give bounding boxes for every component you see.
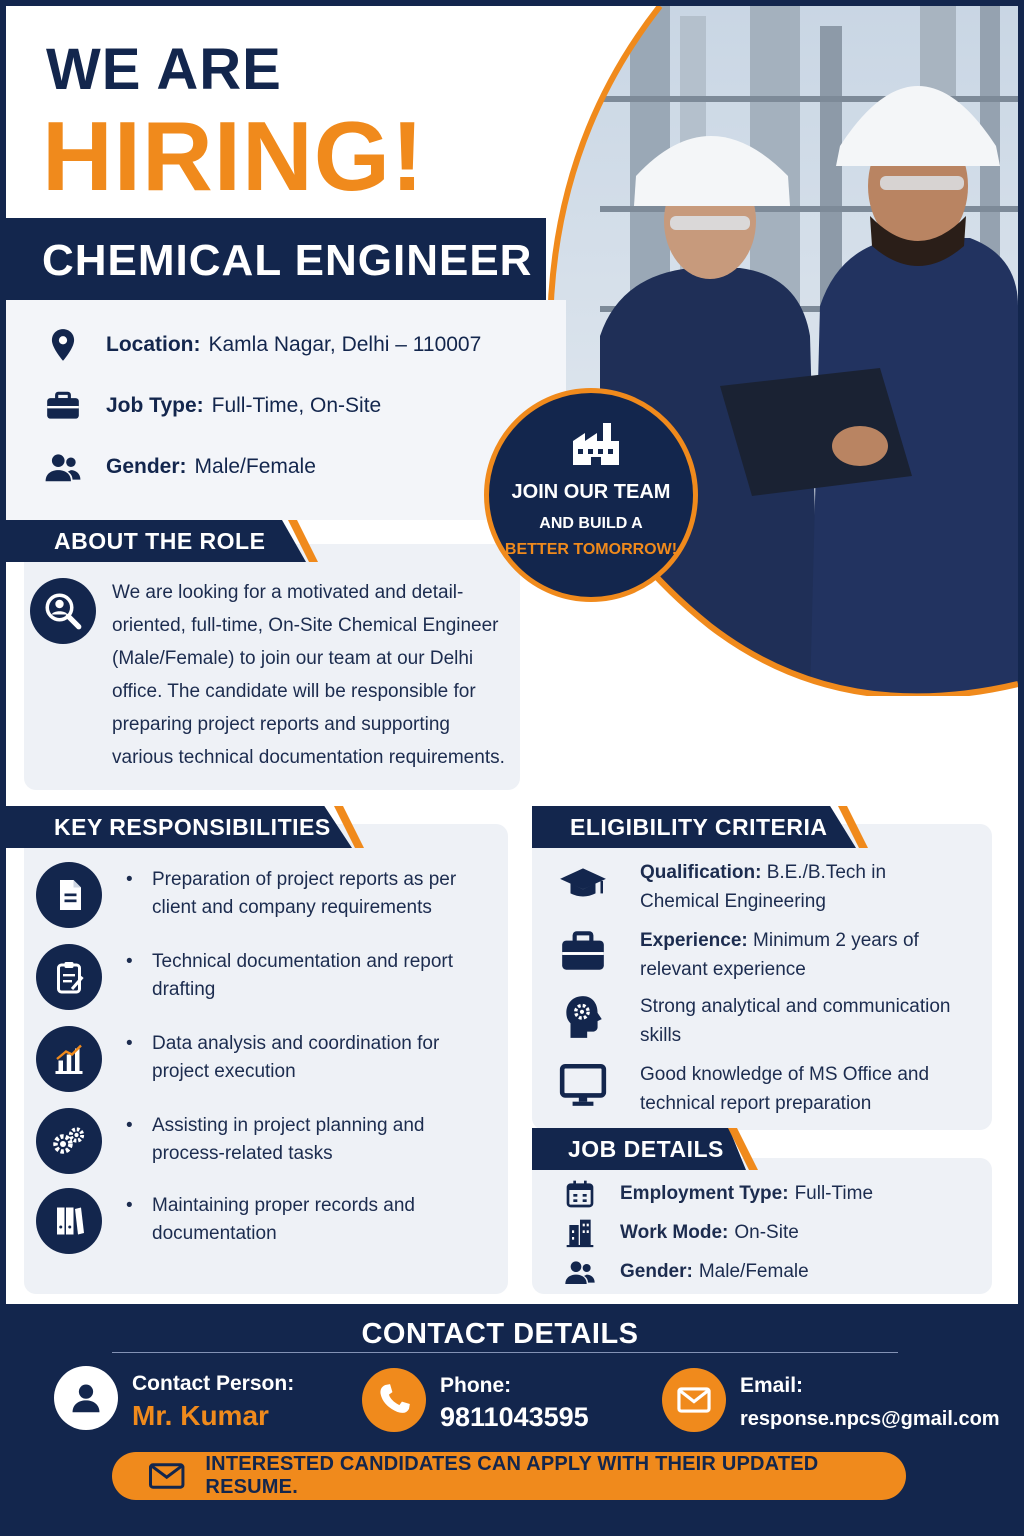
email-icon — [662, 1368, 726, 1432]
phone-icon — [362, 1368, 426, 1432]
gender-row — [44, 448, 316, 486]
join-team-badge — [484, 388, 698, 602]
gender-label: Gender: — [106, 455, 187, 478]
jd-gender-label: Gender: — [620, 1261, 693, 1282]
responsibility-item — [36, 944, 472, 1010]
eligibility-item — [558, 858, 960, 916]
clipboard-icon — [36, 944, 102, 1010]
responsibilities-title: KEY RESPONSIBILITIES — [54, 813, 331, 840]
briefcase-icon — [558, 926, 608, 976]
contact-person-value: Mr. Kumar — [132, 1400, 269, 1431]
document-icon — [36, 862, 102, 928]
about-header — [6, 520, 306, 562]
person-icon — [54, 1366, 118, 1430]
about-text: We are looking for a motivated and detail-oriented, full-time, On-Site Chemical Engineer (Male/Female) to join our team at our Delhi office. The candidate will be responsible for preparing project reports and supporting various technical documentation requirements. — [112, 582, 505, 768]
responsibility-item — [36, 862, 472, 928]
work-mode-value: On-Site — [734, 1222, 799, 1243]
employment-type-label: Employment Type: — [620, 1183, 789, 1204]
graduation-cap-icon — [558, 858, 608, 908]
phone-value[interactable]: 9811043595 — [440, 1402, 589, 1432]
job-type-row — [44, 387, 381, 425]
location-row — [44, 326, 481, 364]
responsibilities-header — [6, 806, 352, 848]
badge-line-2: AND BUILD A — [539, 515, 643, 532]
responsibility-text: • Technical documentation and report drafting — [152, 948, 472, 1004]
responsibility-item — [36, 1108, 472, 1174]
eligibility-item — [558, 926, 960, 984]
job-details-header — [532, 1128, 746, 1170]
location-label: Location: — [106, 333, 201, 356]
responsibility-text: • Assisting in project planning and process-related tasks — [152, 1112, 472, 1168]
job-type-label: Job Type: — [106, 394, 204, 417]
eligibility-item — [558, 1060, 960, 1118]
building-icon — [564, 1217, 596, 1249]
apply-text: INTERESTED CANDIDATES CAN APPLY WITH THEIR UPDATED RESUME. — [205, 1453, 819, 1498]
contact-person-label: Contact Person: — [132, 1372, 295, 1395]
work-mode-label: Work Mode: — [620, 1222, 729, 1243]
eligibility-text — [640, 926, 960, 984]
map-pin-icon — [44, 326, 82, 364]
monitor-icon — [558, 1060, 608, 1110]
responsibility-item — [36, 1026, 472, 1092]
eligibility-item — [558, 992, 960, 1050]
users-icon — [564, 1256, 596, 1288]
gears-icon — [36, 1108, 102, 1174]
envelope-icon — [148, 1461, 185, 1491]
email-label: Email: — [740, 1374, 804, 1397]
jd-gender-value: Male/Female — [698, 1261, 809, 1282]
eligibility-text: Strong analytical and communication skills — [640, 996, 951, 1046]
badge-line-3: BETTER TOMORROW! — [504, 541, 678, 558]
users-icon — [44, 448, 82, 486]
experience-value: Minimum 2 years of relevant experience — [640, 930, 919, 980]
qualification-value: B.E./B.Tech in Chemical Engineering — [640, 862, 887, 912]
eligibility-text: Good knowledge of MS Office and technical report preparation — [640, 1064, 930, 1114]
eligibility-text — [640, 858, 960, 916]
factory-icon — [569, 419, 623, 469]
about-title: ABOUT THE ROLE — [54, 527, 266, 554]
job-detail-row — [564, 1217, 799, 1249]
calendar-icon — [564, 1178, 596, 1210]
badge-line-1: JOIN OUR TEAM — [511, 481, 671, 503]
qualification-label: Qualification: — [640, 862, 762, 883]
gender-value: Male/Female — [194, 455, 316, 478]
eligibility-title: ELIGIBILITY CRITERIA — [570, 813, 828, 840]
contact-title: CONTACT DETAILS — [361, 1318, 639, 1350]
person-search-icon — [30, 578, 96, 644]
email-value[interactable]: response.npcs@gmail.com — [740, 1408, 1000, 1430]
role-title: CHEMICAL ENGINEER — [42, 236, 533, 285]
responsibility-item — [36, 1188, 472, 1254]
job-type-value: Full-Time, On-Site — [211, 394, 382, 417]
eligibility-header — [532, 806, 856, 848]
phone-label: Phone: — [440, 1374, 512, 1397]
binders-icon — [36, 1188, 102, 1254]
responsibility-text: • Maintaining proper records and documentation — [152, 1192, 472, 1248]
head-gear-icon — [558, 992, 608, 1042]
responsibility-text: • Data analysis and coordination for project execution — [152, 1030, 472, 1086]
job-detail-row — [564, 1256, 809, 1288]
experience-label: Experience: — [640, 930, 748, 951]
apply-banner — [112, 1452, 906, 1500]
job-details-title: JOB DETAILS — [568, 1135, 724, 1162]
employment-type-value: Full-Time — [794, 1183, 874, 1204]
briefcase-icon — [44, 387, 82, 425]
contact-divider — [112, 1352, 898, 1353]
headline-hiring: HIRING! — [42, 101, 425, 211]
job-detail-row — [564, 1178, 873, 1210]
bar-chart-icon — [36, 1026, 102, 1092]
responsibility-text: • Preparation of project reports as per client and company requirements — [152, 866, 472, 922]
location-value: Kamla Nagar, Delhi – 110007 — [208, 333, 482, 356]
headline-we-are: WE ARE — [46, 37, 282, 102]
